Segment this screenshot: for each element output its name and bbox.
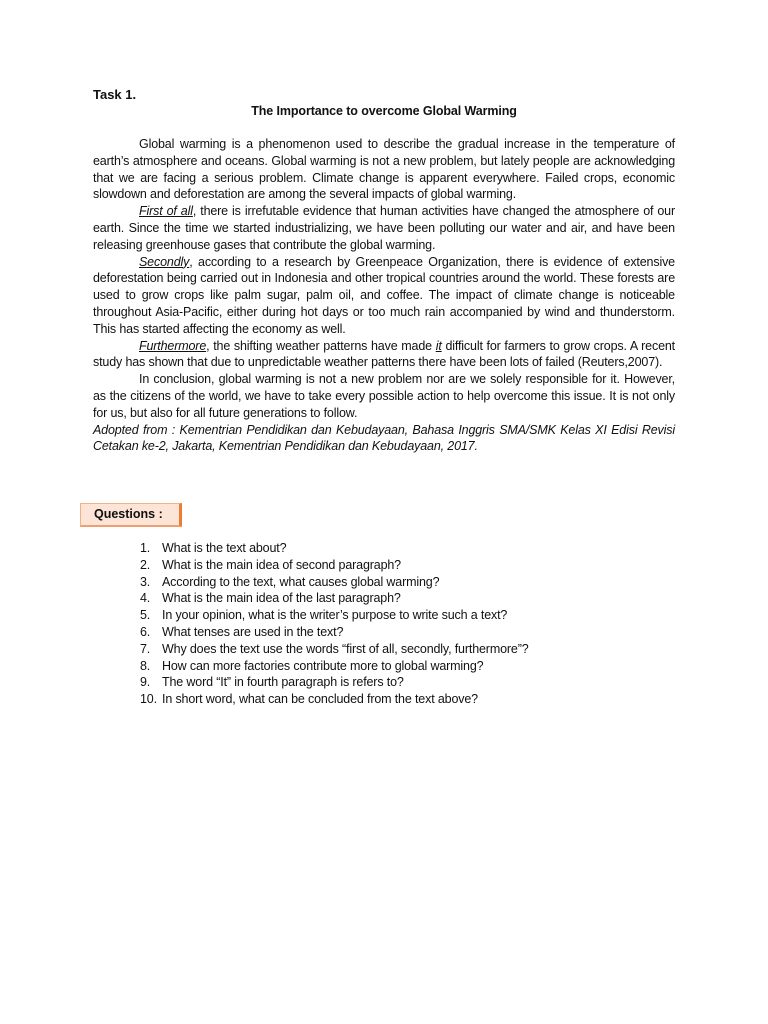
questions-list [140, 540, 660, 708]
question-item [140, 641, 660, 658]
paragraph-text: , there is irrefutable evidence that human activities have changed the atmosphere of our earth. Since the time we started industrializing, we have been polluting our water and air, and have been releasing greenhouse gases that contribute the global warming. [93, 204, 675, 252]
paragraph-intro [93, 136, 675, 203]
paragraph-text: , the shifting weather patterns have made [206, 338, 436, 353]
question-item [140, 574, 660, 591]
question-number: 4. [140, 591, 151, 606]
question-number: 8. [140, 658, 151, 673]
question-item [140, 540, 660, 557]
document-page [93, 86, 675, 455]
paragraph-furthermore [93, 338, 675, 372]
paragraph-lead-word: First of all [139, 204, 193, 219]
task-label: Task 1. [93, 87, 137, 102]
question-text: Why does the text use the words “first of all, secondly, furthermore”? [162, 641, 529, 656]
paragraph-secondly [93, 254, 675, 338]
question-item [140, 557, 660, 574]
source-citation: Adopted from : Kementrian Pendidikan dan Kebudayaan, Bahasa Inggris SMA/SMK Kelas XI Edisi Revisi Cetakan ke-2, Jakarta, Kementrian Pendidikan dan Kebudayaan, 2017. [93, 422, 675, 454]
paragraph-lead-word: Secondly [139, 254, 190, 269]
question-text: The word “It” in fourth paragraph is refers to? [162, 675, 404, 690]
question-item [140, 607, 660, 624]
question-number: 1. [140, 541, 151, 555]
question-number: 9. [140, 675, 151, 690]
question-item [140, 624, 660, 641]
question-text: In your opinion, what is the writer’s purpose to write such a text? [162, 608, 508, 623]
question-text: According to the text, what causes global warming? [162, 574, 440, 589]
question-number: 10. [140, 692, 157, 707]
paragraph-text: In conclusion, global warming is not a new problem nor are we solely responsible for it. However, as the citizens of the world, we have to take every possible action to help overcome this issue. It is not only for us, but also for all future generations to follow. [93, 372, 675, 420]
paragraph-first-of-all [93, 203, 675, 253]
question-item [140, 590, 660, 607]
document-title: The Importance to overcome Global Warming [251, 104, 517, 118]
question-number: 5. [140, 608, 151, 623]
paragraph-text: , according to a research by Greenpeace Organization, there is evidence of extensive deforestation being carried out in Indonesia and other tropical countries around the world. These forests are used to grow crops like palm sugar, palm oil, and coffee. The impact of climate change is noticeable throughout Asia-Pacific, either during hot days or too much rain accompanied by wind and thunderstorm. This has started affecting the economy as well. [93, 254, 675, 336]
question-text: What is the text about? [162, 541, 287, 555]
questions-heading: Questions : [94, 507, 163, 521]
emphasized-it-word: it [435, 338, 442, 353]
question-item [140, 691, 660, 708]
question-number: 6. [140, 624, 151, 639]
question-number: 2. [140, 557, 151, 572]
questions-heading-box [80, 503, 182, 527]
paragraph-conclusion [93, 371, 675, 421]
question-item [140, 674, 660, 691]
paragraph-text: difficult for farmers to grow crops. A recent study has shown that due to unpredictable weather patterns there have been lots of failed (Reuters,2007). [93, 338, 675, 370]
question-text: In short word, what can be concluded from the text above? [162, 692, 478, 707]
question-text: What is the main idea of second paragraph? [162, 557, 401, 572]
paragraph-lead-word: Furthermore [139, 338, 207, 353]
question-item [140, 658, 660, 675]
question-text: How can more factories contribute more to global warming? [162, 658, 484, 673]
question-text: What is the main idea of the last paragraph? [162, 591, 401, 606]
paragraph-text: Global warming is a phenomenon used to describe the gradual increase in the temperature of earth’s atmosphere and oceans. Global warming is not a new problem, but lately people are acknowledging that we are facing a serious problem. Climate change is apparent everywhere. Failed crops, economic slowdown and deforestation are among the several impacts of global warming. [93, 137, 675, 202]
passage [93, 136, 675, 455]
question-text: What tenses are used in the text? [162, 624, 344, 639]
question-number: 3. [140, 574, 151, 589]
question-number: 7. [140, 641, 151, 656]
